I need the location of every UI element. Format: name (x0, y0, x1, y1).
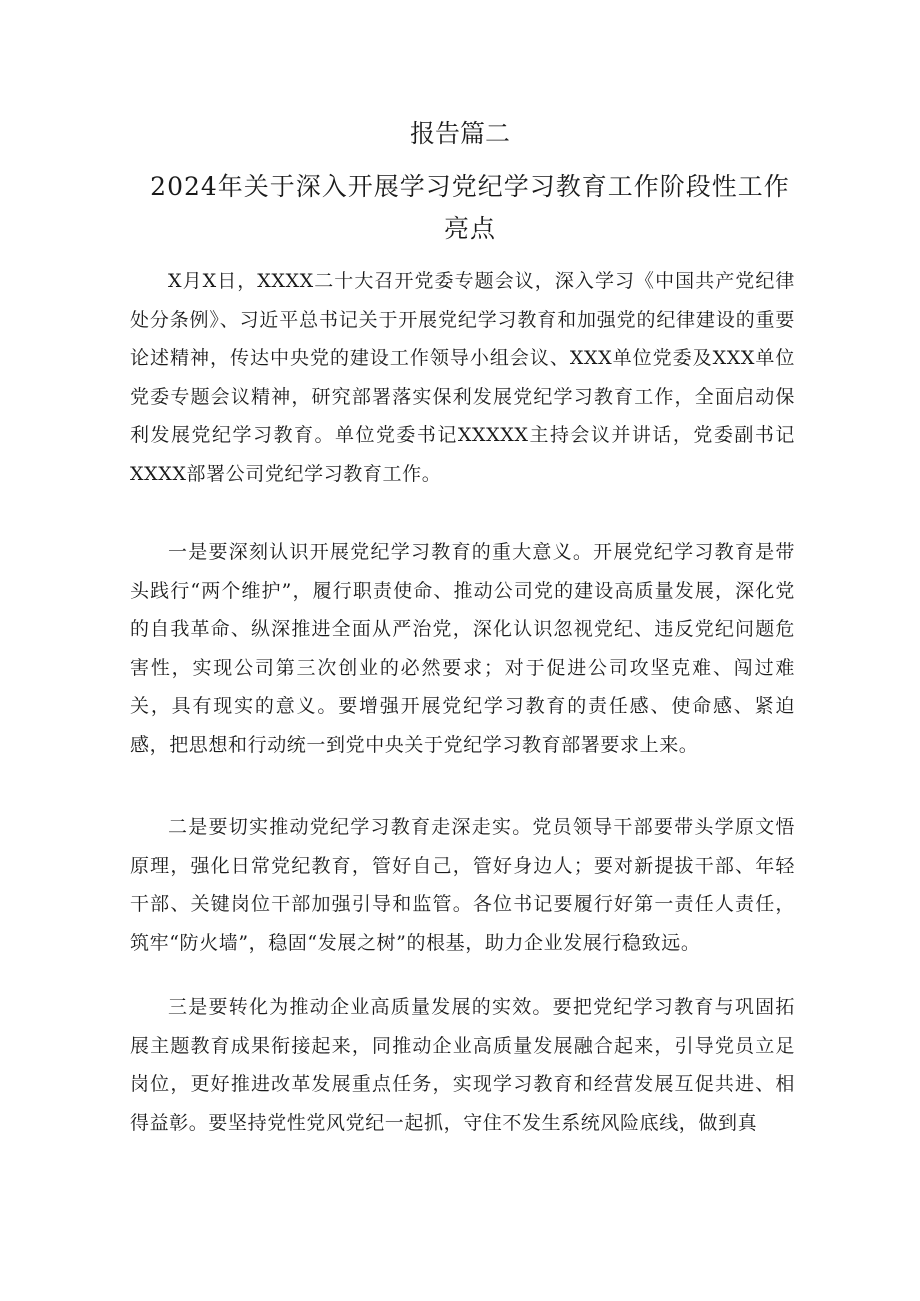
section-heading: 报告篇二 (409, 119, 510, 148)
paragraph-point-one: 一是要深刻认识开展党纪学习教育的重大意义。开展党纪学习教育是带头践行“两个维护”，履行职责使命、推动公司党的建设高质量发展，深化党的自我革命、纵深推进全面从严治党，深化认识忽视党纪、违反党纪问题危害性，实现公司第三次创业的必然要求；对于促进公司攻坚克难、闯过难关，具有现实的意义。要增强开展党纪学习教育的责任感、使命感、紧迫感，把思想和行动统一到党中央关于党纪学习教育部署要求上来。 (130, 541, 795, 756)
paragraph-meeting-summary: X月X日，XXXX二十大召开党委专题会议，深入学习《中国共产党纪律处分条例》、习近平总书记关于开展党纪学习教育和加强党的纪律建设的重要论述精神，传达中央党的建设工作领导小组会议、XXX单位党委及XXX单位党委专题会议精神，研究部署落实保利发展党纪学习教育工作，全面启动保利发展党纪学习教育。单位党委书记XXXXX主持会议并讲话，党委副书记XXXX部署公司党纪学习教育工作。 (130, 270, 795, 485)
paragraph-point-two: 二是要切实推动党纪学习教育走深走实。党员领导干部要带头学原文悟原理，强化日常党纪教育，管好自己，管好身边人；要对新提拔干部、年轻干部、关键岗位干部加强引导和监管。各位书记要履行好第一责任人责任，筑牢“防火墙”，稳固“发展之树”的根基，助力企业发展行稳致远。 (130, 816, 795, 954)
document-title: 2024年关于深入开展学习党纪学习教育工作阶段性工作亮点 (150, 172, 790, 243)
paragraph-point-three: 三是要转化为推动企业高质量发展的实效。要把党纪学习教育与巩固拓展主题教育成果衔接起来，同推动企业高质量发展融合起来，引导党员立足岗位，更好推进改革发展重点任务，实现学习教育和经营发展互促共进、相得益彰。要坚持党性党风党纪一起抓，守住不发生系统风险底线，做到真 (130, 996, 795, 1134)
